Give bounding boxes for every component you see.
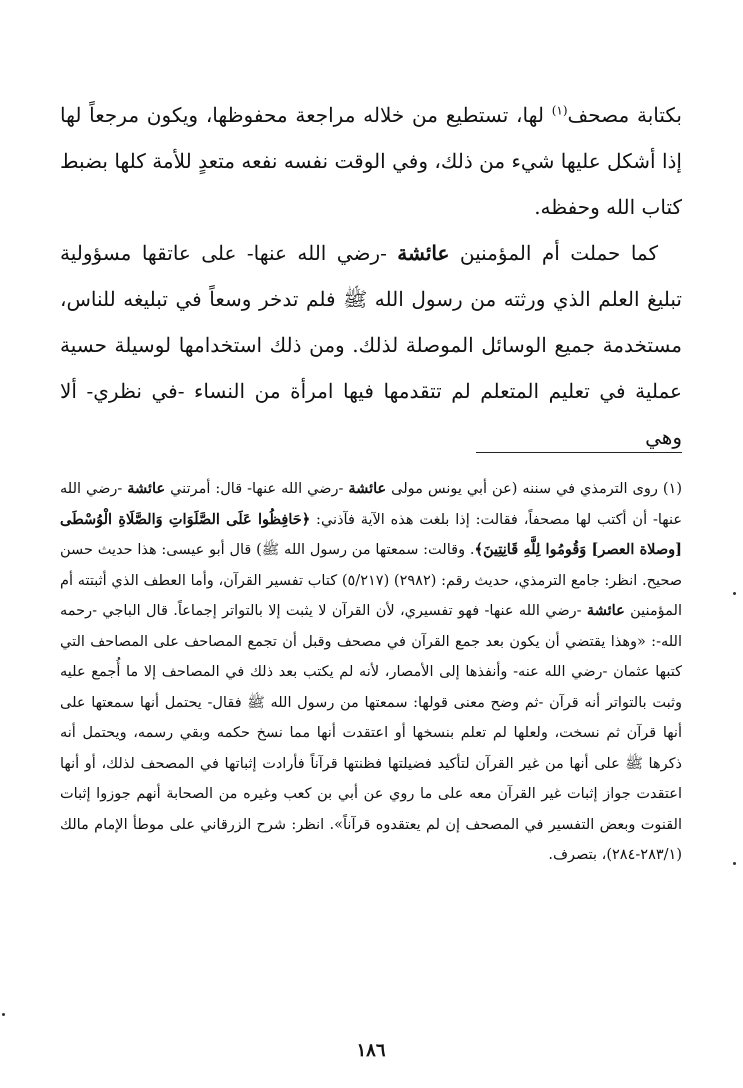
footnote-name-aisha-2: عائشة [127,480,166,497]
paragraph-2-text-end: -رضي الله عنها- على عاتقها مسؤولية تبليغ العلم الذي ورثته من رسول الله ﷺ فلم تدخر وسعاً في تبليغه للناس، مستخدمة جميع الوسائل الموصلة لذلك. ومن ذلك استخدامها لوسيلة حسية عملية في تعليم المتعلم لم تتقدمها فيها امرأة من النساء -في نظري- ألا وهي [60,241,682,449]
footnote-text-e: -رضي الله عنها- فهو تفسيري، لأن القرآن لا يثبت إلا بالتواتر إجماعاً. قال الباجي -رحمه الله-: «وهذا يقتضي أن يكون بعد جمع القرآن في مصحف وقبل أن تجمع المصاحف على المصاحف التي كتبها عثمان -رضي الله عنه- وأنفذها إلى الأمصار، لأنه لم يكتب بعد ذلك في المصاحف إلا ما أُجمع عليه وثبت بالتواتر أنه قرآن -ثم وضح معنى قولها: سمعتها من رسول الله ﷺ فقال- يحتمل أنها سمعتها على أنها قرآن ثم نسخت، ولعلها لم تعلم بنسخها أو اعتقدت أنها مما نسخ حكمه وبقي رسمه، ويحتمل أنه ذكرها ﷺ على أنها من غير القرآن لتأكيد فضيلتها فظنتها قرآناً فأرادت إثباتها في المصحف لذلك، أو أنها اعتقدت جواز إثبات غير القرآن معه على ما روي عن أبي بن كعب وغيره من الصحابة أنهم جوزوا إثبات القنوت وبعض التفسير في المصحف إن لم يعتقدوه قرآناً». انظر: شرح الزرقاني على موطأ الإمام مالك (٢٨٣/١-٢٨٤)، بتصرف. [60,603,682,863]
footnote-reference: (١) [551,103,568,118]
scan-speck [2,1013,5,1016]
footnote-text-a: (١) روى الترمذي في سننه (عن أبي يونس مولى [386,481,682,497]
scan-speck [733,862,736,865]
footnote-divider [476,452,682,453]
page-number: ١٨٦ [356,1040,386,1061]
footnote-text-d: . وقالت: سمعتها من رسول الله ﷺ) قال أبو عيسى: هذا حديث حسن صحيح. انظر: جامع الترمذي، حديث رقم: (٢٩٨٢) (٥/٢١٧) كتاب تفسير القرآن، وأما العطف الذي أثبتته أم المؤمنين [60,542,683,619]
footnote-1 [60,474,682,871]
paragraph-2 [60,230,682,460]
footnote-text-c: -رضي الله عنها- أن أكتب لها مصحفاً، فقالت: إذا بلغت هذه الآية فآذني: [60,481,682,528]
quran-verse: ﴿حَافِظُوا عَلَى الصَّلَوَاتِ وَالصَّلَاةِ الْوُسْطَى [وصلاة العصر] وَقُومُوا لِلَّهِ قَانِتِينَ﴾ [60,510,682,558]
footnote [60,474,682,871]
main-text [60,92,682,460]
paragraph-1-text-end: لها، تستطيع من خلاله مراجعة محفوظها، ويكون مرجعاً لها إذا أشكل عليها شيء من ذلك، وفي الوقت نفسه نفعه متعدٍ للأمة كلها بضبط كتاب الله وحفظه. [60,103,682,219]
paragraph-1 [60,92,682,230]
paragraph-1-text-start: بكتابة مصحف [567,103,682,127]
scan-speck [733,592,736,595]
paragraph-2-text-start: كما حملت أم المؤمنين [449,241,658,265]
footnote-text-b: -رضي الله عنها- قال: أمرتني [165,481,349,497]
footnote-name-aisha-3: عائشة [586,602,625,619]
name-aisha: عائشة [397,241,450,265]
footnote-name-aisha-1: عائشة [348,480,387,497]
